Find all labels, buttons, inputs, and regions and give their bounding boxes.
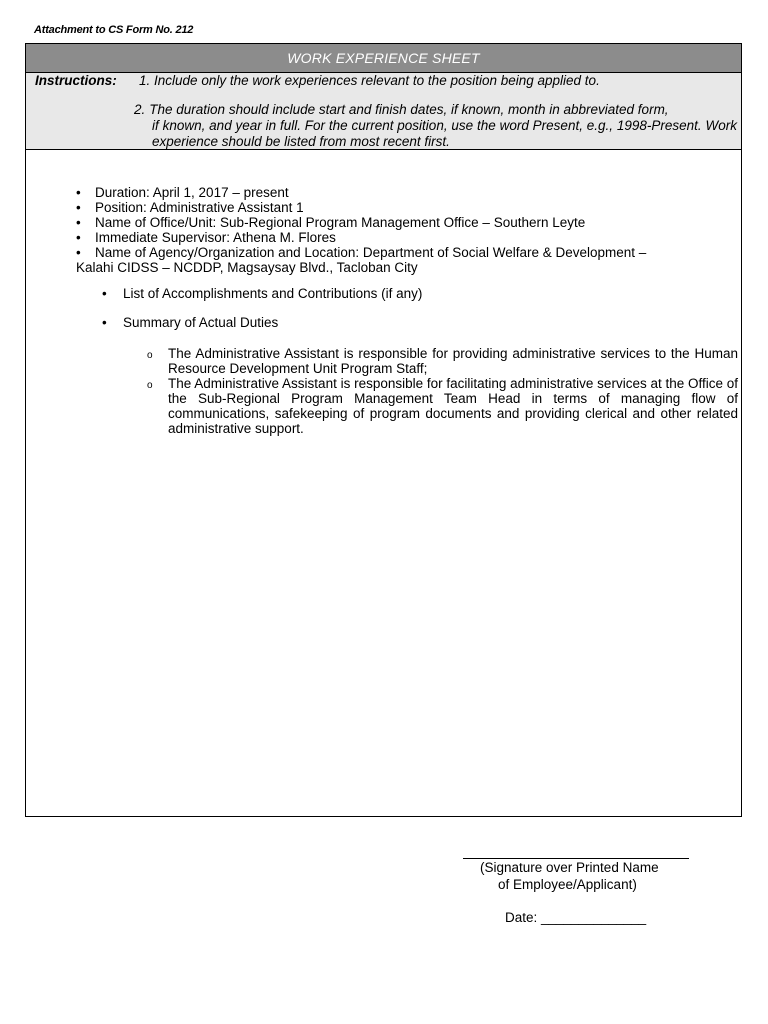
instruction-number-1: 1. xyxy=(139,73,151,88)
duties-list xyxy=(145,346,738,436)
duty-item: o The Administrative Assistant is responsible for facilitating administrative services at the Office of the Sub-Regional Program Management Team Head in terms of managing flow of communications, safekeeping of program documents and providing clerical and other related administrative support. xyxy=(145,376,738,436)
list-item-office: • Name of Office/Unit: Sub-Regional Program Management Office – Southern Leyte xyxy=(76,215,738,230)
accomplishments-label: • List of Accomplishments and Contributions (if any) xyxy=(102,286,702,301)
date-field: Date: ______________ xyxy=(505,910,647,925)
instruction-item-1 xyxy=(139,73,600,89)
list-item-agency xyxy=(76,245,738,275)
duties-heading-list xyxy=(102,315,702,330)
instruction-text-2-rest: if known, and year in full. For the current position, use the word Present, e.g., 1998-Present. Work experience should be listed from most recent first. xyxy=(152,118,737,149)
accomplishments-list xyxy=(102,286,702,301)
experience-details-list xyxy=(76,185,738,275)
instruction-number-2: 2. xyxy=(134,102,146,117)
list-item-duration: • Duration: April 1, 2017 – present xyxy=(76,185,738,200)
work-experience-sheet xyxy=(25,43,742,817)
instructions-label: Instructions: xyxy=(35,73,117,88)
instruction-item-2 xyxy=(134,102,737,150)
sheet-title: WORK EXPERIENCE SHEET xyxy=(26,44,741,73)
instruction-text-2-line1: The duration should include start and finish dates, if known, month in abbreviated form, xyxy=(149,102,669,117)
duties-label: • Summary of Actual Duties xyxy=(102,315,702,330)
list-item-position: • Position: Administrative Assistant 1 xyxy=(76,200,738,215)
signature-caption-line-1: (Signature over Printed Name xyxy=(480,860,659,875)
signature-area xyxy=(463,842,693,926)
signature-caption-line-2: of Employee/Applicant) xyxy=(498,877,637,892)
duty-item: o The Administrative Assistant is responsible for providing administrative services to the Human Resource Development Unit Program Staff; xyxy=(145,346,738,376)
agency-line-2: Kalahi CIDSS – NCDDP, Magsaysay Blvd., Tacloban City xyxy=(76,260,418,275)
list-item-supervisor: • Immediate Supervisor: Athena M. Flores xyxy=(76,230,738,245)
instruction-text-1: Include only the work experiences relevant to the position being applied to. xyxy=(154,73,600,88)
agency-line-1: Name of Agency/Organization and Location: Department of Social Welfare & Development – xyxy=(95,245,647,260)
form-reference: Attachment to CS Form No. 212 xyxy=(34,24,194,36)
instructions-section xyxy=(26,73,741,150)
